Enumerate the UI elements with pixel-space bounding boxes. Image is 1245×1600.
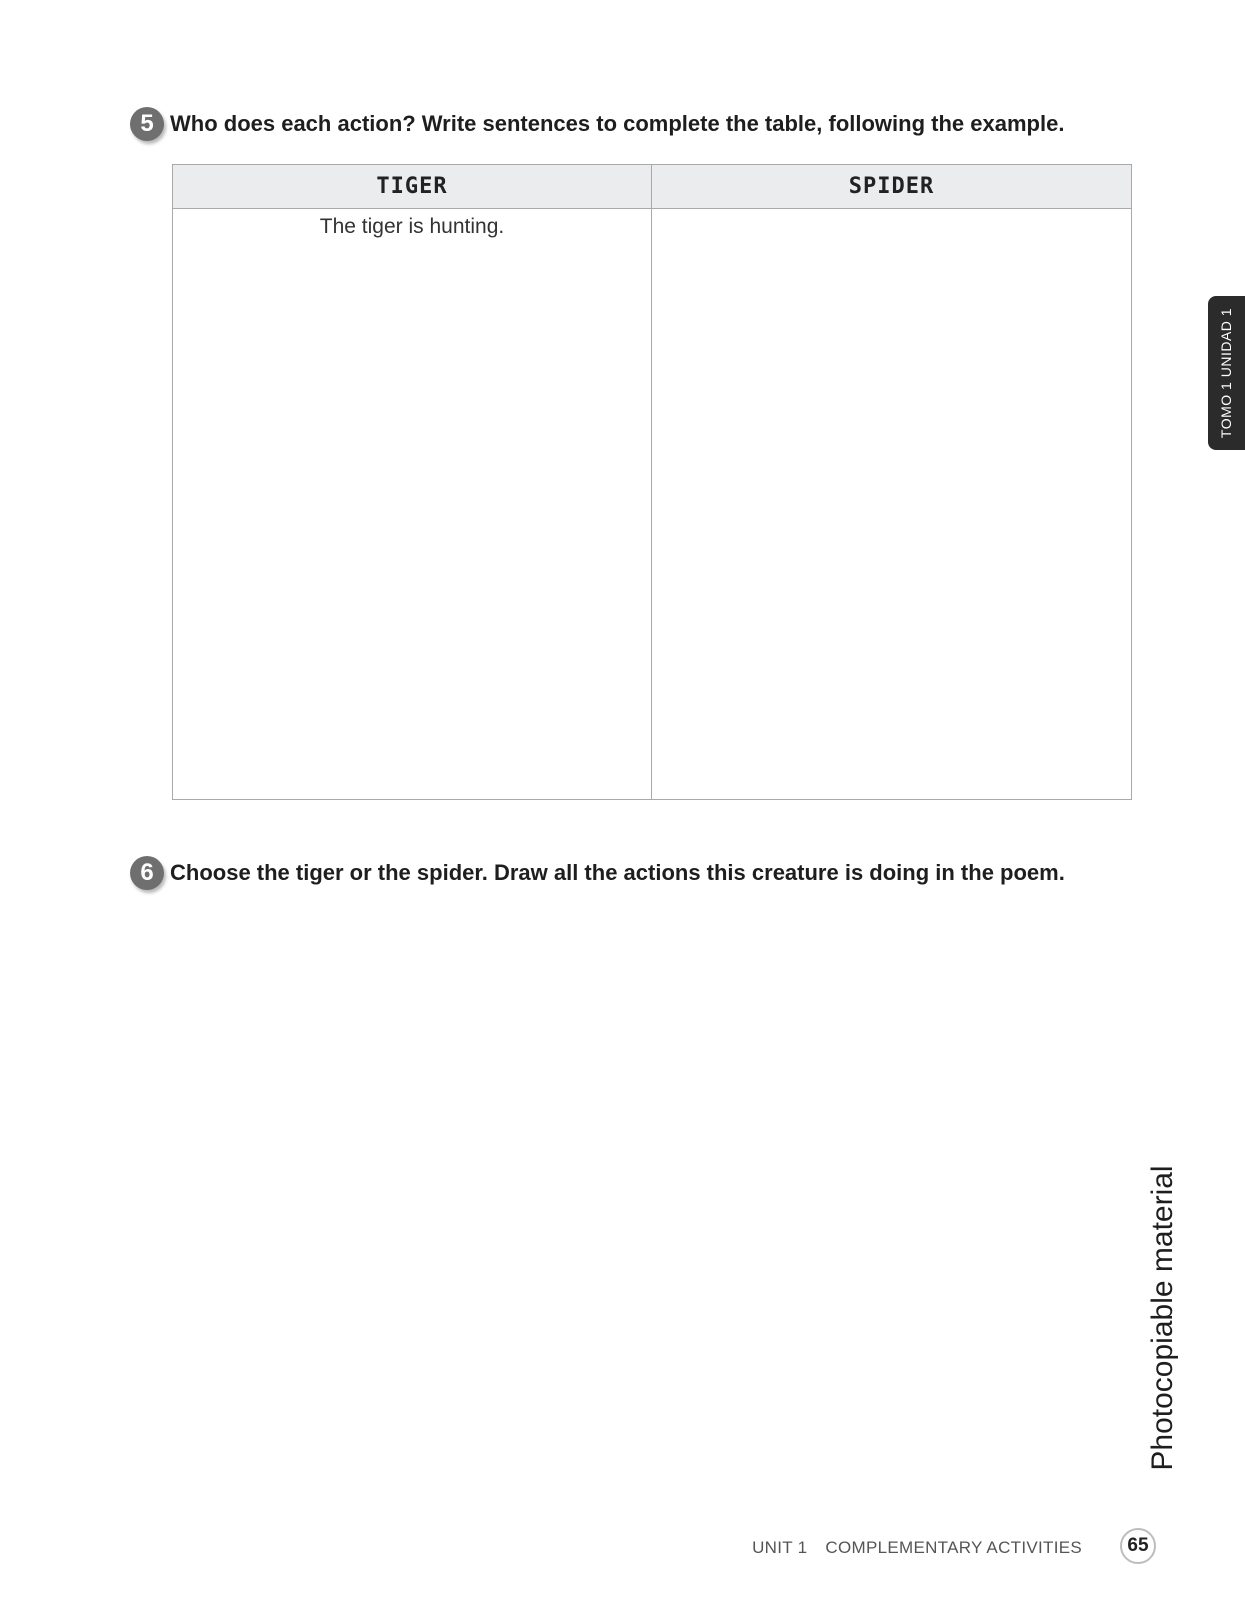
table-header-spider: SPIDER [652, 165, 1131, 209]
page-number: 65 [1120, 1528, 1156, 1564]
actions-table [172, 164, 1132, 800]
footer-text [752, 1538, 1082, 1558]
page-footer [0, 1528, 1245, 1568]
side-tab [1208, 296, 1245, 450]
example-sentence: The tiger is hunting. [319, 215, 505, 238]
exercise-5 [130, 107, 1064, 141]
photocopiable-text: Photocopiable material [1146, 1165, 1179, 1471]
exercise-5-instruction: Who does each action? Write sentences to complete the table, following the example. [170, 111, 1065, 136]
footer-section: COMPLEMENTARY ACTIVITIES [825, 1538, 1082, 1557]
footer-unit: UNIT 1 [752, 1538, 808, 1557]
exercise-number-badge: 5 [130, 107, 164, 141]
exercise-6-instruction: Choose the tiger or the spider. Draw all the actions this creature is doing in the poem. [170, 860, 1065, 885]
table-cell-tiger[interactable] [173, 209, 652, 799]
table-cell-spider[interactable] [652, 209, 1131, 799]
table-header-tiger: TIGER [173, 165, 652, 209]
side-tab-label: TOMO 1 UNIDAD 1 [1218, 307, 1235, 439]
exercise-6 [130, 856, 1065, 890]
exercise-number-badge: 6 [130, 856, 164, 890]
